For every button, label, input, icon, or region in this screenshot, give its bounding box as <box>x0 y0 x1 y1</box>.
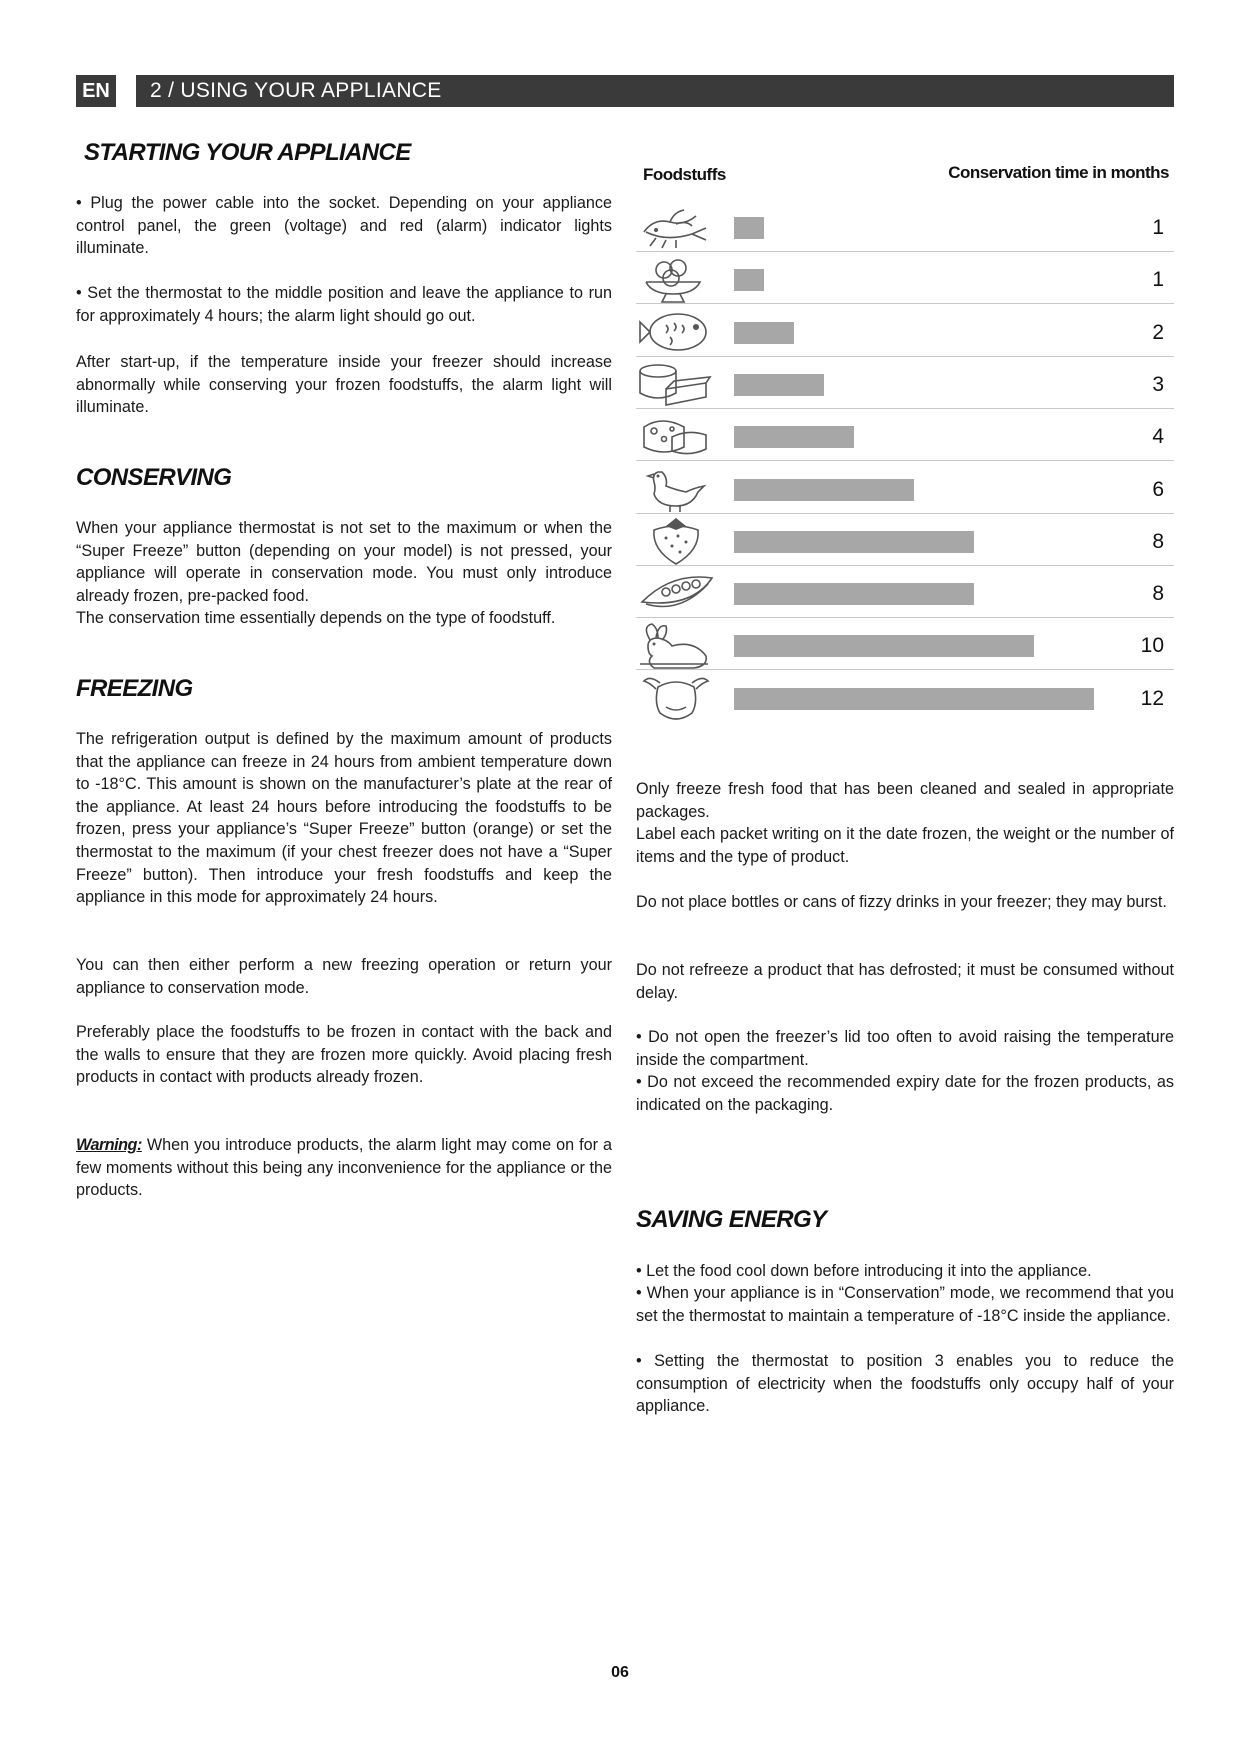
chart-row <box>636 409 1174 461</box>
page-number: 06 <box>611 1664 629 1681</box>
saving-bullet-1: • Let the food cool down before introducing it into the appliance. <box>636 1262 1092 1280</box>
freezing-paragraph-1: The refrigeration output is defined by the maximum amount of products that the appliance can freeze in 24 hours from ambient temperature down to -18°C. This amount is shown on the manufacturer’s plate at the rear of the appliance. At least 24 hours before introducing the foodstuffs to be frozen, press your appliance’s “Super Freeze” button (orange) or set the thermostat to the maximum (if your chest freezer does not have a “Super Freeze” button). Then introduce your fresh foodstuffs and keep the appliance in this mode for approximately 24 hours. <box>76 730 612 907</box>
right-paragraph-6: • Do not exceed the recommended expiry date for the frozen products, as indicated on the packaging. <box>636 1073 1174 1114</box>
warning-paragraph <box>76 1134 612 1202</box>
chart-row <box>636 357 1174 409</box>
chart-row <box>636 305 1174 357</box>
chart-bar <box>734 635 1034 657</box>
chart-row <box>636 618 1174 670</box>
language-badge: EN <box>76 75 116 107</box>
warning-label: Warning: <box>76 1136 142 1154</box>
chart-value-label: 12 <box>1140 686 1164 710</box>
chart-bar <box>734 426 854 448</box>
chart-row <box>636 671 1174 723</box>
starting-paragraph-2: • Set the thermostat to the middle position and leave the appliance to run for approximately 4 hours; the alarm light should go out. <box>76 284 612 325</box>
right-paragraph-2: Label each packet writing on it the date frozen, the weight or the number of items and the type of product. <box>636 825 1174 866</box>
chart-bar <box>734 583 974 605</box>
chart-x-label: Foodstuffs <box>643 165 726 184</box>
chart-row <box>636 566 1174 618</box>
strawberry-icon <box>636 516 716 566</box>
starting-paragraph-3: After start-up, if the temperature inside your freezer should increase abnormally while conserving your frozen foodstuffs, the alarm light will illuminate. <box>76 353 612 417</box>
chart-row <box>636 514 1174 566</box>
warning-text: When you introduce products, the alarm light may come on for a few moments without this being any inconvenience for the appliance or the products. <box>76 1136 612 1200</box>
ice-cream-icon <box>636 254 716 304</box>
heading-starting: STARTING YOUR APPLIANCE <box>84 139 411 166</box>
heading-saving-energy: SAVING ENERGY <box>636 1206 827 1233</box>
right-paragraph-1: Only freeze fresh food that has been cleaned and sealed in appropriate packages. <box>636 780 1174 821</box>
chart-value-label: 1 <box>1152 216 1164 239</box>
conserving-paragraph-2: The conservation time essentially depends on the type of foodstuff. <box>76 609 556 627</box>
chart-value-label: 10 <box>1140 634 1164 658</box>
saving-bullet-2: • When your appliance is in “Conservation” mode, we recommend that you set the thermostat to maintain a temperature of -18°C inside the appliance. <box>636 1284 1174 1325</box>
conserving-paragraph-1: When your appliance thermostat is not set to the maximum or when the “Super Freeze” button (depending on your model) is not pressed, your appliance will operate in conservation mode. You must only introduce already frozen, pre-packed food. <box>76 519 612 605</box>
chart-row <box>636 200 1174 252</box>
chart-value-label: 4 <box>1152 425 1164 449</box>
beef-icon <box>636 673 716 723</box>
starting-paragraph-1: • Plug the power cable into the socket. Depending on your appliance control panel, the green (voltage) and red (alarm) indicator lights illuminate. <box>76 194 612 258</box>
chart-row <box>636 462 1174 514</box>
heading-conserving: CONSERVING <box>76 464 232 491</box>
chart-bar <box>734 479 914 501</box>
right-paragraph-4: Do not refreeze a product that has defrosted; it must be consumed without delay. <box>636 961 1174 1002</box>
right-paragraph-5: • Do not open the freezer’s lid too often to avoid raising the temperature inside the compartment. <box>636 1028 1174 1069</box>
chart-bar <box>734 688 1094 710</box>
peas-icon <box>636 568 716 618</box>
cheese-icon <box>636 411 716 461</box>
chart-y-label: Conservation time in months <box>948 163 1169 182</box>
fish-icon <box>636 307 716 357</box>
chart-row <box>636 252 1174 304</box>
header-bar <box>76 75 1174 107</box>
butter-icon <box>636 359 716 409</box>
chicken-icon <box>636 464 716 514</box>
section-title: 2 / USING YOUR APPLIANCE <box>136 75 1174 107</box>
chart-bar <box>734 217 764 239</box>
chart-value-label: 1 <box>1152 268 1164 292</box>
rabbit-icon <box>636 620 716 670</box>
chart-value-label: 6 <box>1152 477 1164 501</box>
heading-freezing: FREEZING <box>76 675 193 702</box>
chart-value-label: 2 <box>1152 320 1164 344</box>
saving-bullet-3: • Setting the thermostat to position 3 enables you to reduce the consumption of electricity when the foodstuffs only occupy half of your appliance. <box>636 1352 1174 1416</box>
chart-bar <box>734 531 974 553</box>
right-paragraph-3: Do not place bottles or cans of fizzy drinks in your freezer; they may burst. <box>636 893 1167 911</box>
shellfish-icon <box>636 202 716 252</box>
chart-bar <box>734 269 764 291</box>
conservation-chart <box>636 160 1174 730</box>
chart-value-label: 3 <box>1152 372 1164 396</box>
chart-value-label: 8 <box>1152 529 1164 553</box>
chart-bar <box>734 374 824 396</box>
freezing-paragraph-2: You can then either perform a new freezing operation or return your appliance to conservation mode. <box>76 956 612 997</box>
chart-bar <box>734 322 794 344</box>
chart-value-label: 8 <box>1152 582 1164 606</box>
freezing-paragraph-3: Preferably place the foodstuffs to be frozen in contact with the back and the walls to ensure that they are frozen more quickly. Avoid placing fresh products in contact with products already frozen. <box>76 1023 612 1087</box>
